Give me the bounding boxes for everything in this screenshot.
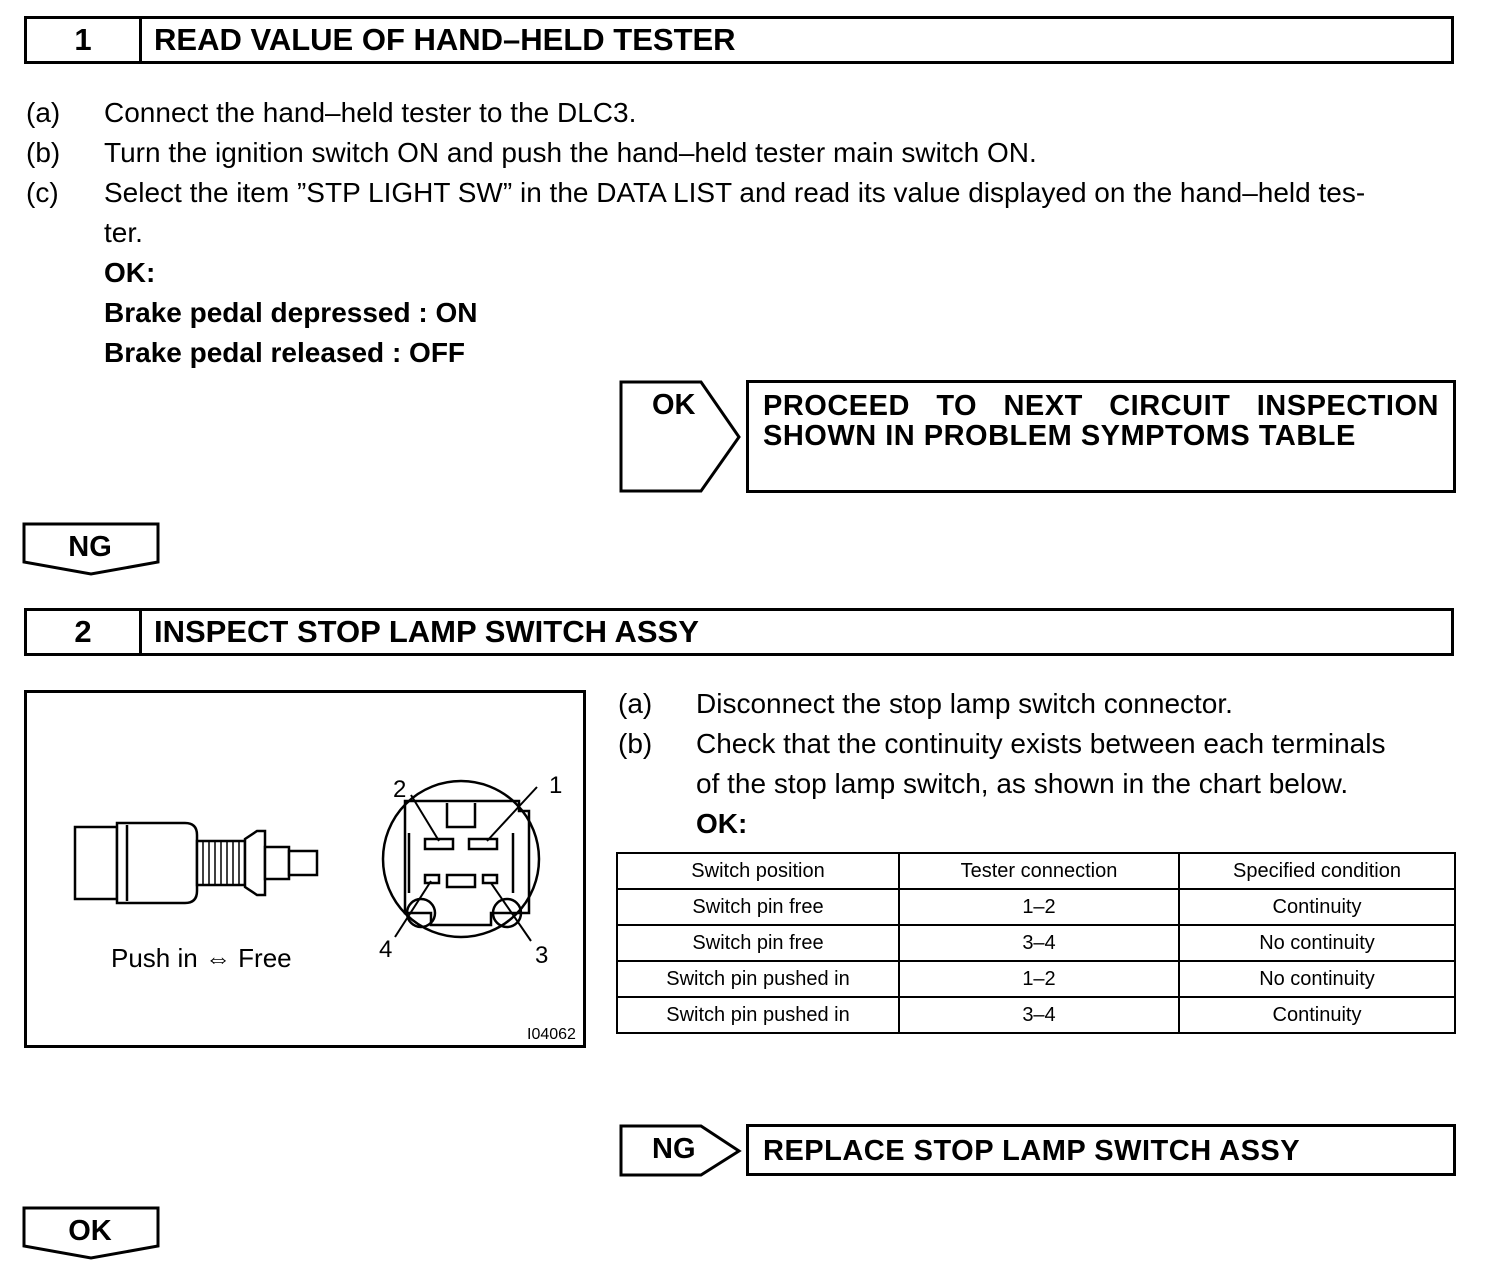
table-cell: 1–2 [899, 961, 1179, 997]
step1-ok-label: OK: [104, 257, 156, 288]
table-row [617, 961, 1455, 997]
ok-arrow-tag-label: OK [652, 389, 696, 421]
ok-result-box [746, 380, 1456, 493]
step1-number: 1 [27, 19, 142, 61]
pin-label-3: 3 [535, 942, 549, 969]
ok-result-line-2: SHOWN IN PROBLEM SYMPTOMS TABLE [763, 420, 1356, 452]
step2-title: INSPECT STOP LAMP SWITCH ASSY [154, 614, 699, 649]
step1-ok-line-1: Brake pedal depressed : ON [104, 297, 478, 328]
pin-label-4: 4 [379, 936, 393, 963]
switch-diagram [27, 693, 583, 1045]
table-cell: Continuity [1179, 997, 1455, 1033]
table-header: Tester connection [899, 853, 1179, 889]
figure-caption: Push in ⇔ Free [111, 943, 292, 973]
step1-header [24, 16, 1454, 64]
step1-title: READ VALUE OF HAND–HELD TESTER [154, 22, 736, 57]
table-cell: 3–4 [899, 997, 1179, 1033]
table-row [617, 925, 1455, 961]
table-row [617, 889, 1455, 925]
pin-label-2: 2 [393, 776, 407, 803]
pin-leader-lines [395, 787, 537, 941]
ng-arrow-tag-label: NG [652, 1133, 696, 1165]
ok-result-word: CIRCUIT [1109, 390, 1231, 422]
ng-result-box: REPLACE STOP LAMP SWITCH ASSY [746, 1124, 1456, 1176]
table-cell: No continuity [1179, 961, 1455, 997]
ng-down-tag-label: NG [68, 531, 112, 563]
step2-header [24, 608, 1454, 656]
ok-result-word: TO [936, 390, 978, 422]
table-cell: Switch pin free [617, 925, 899, 961]
step1-ok-line-2: Brake pedal released : OFF [104, 337, 466, 368]
pin-label-1: 1 [549, 772, 563, 799]
ok-result-line-1 [763, 391, 1439, 421]
table-cell: Switch pin pushed in [617, 961, 899, 997]
table-row [617, 997, 1455, 1033]
table-header-row [617, 853, 1455, 889]
step2-number: 2 [27, 611, 142, 653]
table-cell: 3–4 [899, 925, 1179, 961]
table-cell: 1–2 [899, 889, 1179, 925]
continuity-table [616, 852, 1456, 1034]
ok-down-tag-label: OK [68, 1215, 112, 1247]
step2-ok-label: OK: [696, 808, 748, 839]
table-cell: No continuity [1179, 925, 1455, 961]
table-cell: Continuity [1179, 889, 1455, 925]
figure-id: I04062 [527, 1026, 576, 1043]
ok-result-word: NEXT [1003, 390, 1083, 422]
step2-item-b-cont: of the stop lamp switch, as shown in the chart below. [696, 768, 1349, 799]
ok-result-word: PROCEED [763, 390, 910, 422]
table-header: Switch position [617, 853, 899, 889]
connector-face-icon [383, 781, 539, 937]
table-cell: Switch pin pushed in [617, 997, 899, 1033]
ok-result-word: INSPECTION [1256, 390, 1439, 422]
stop-lamp-switch-icon [75, 823, 317, 903]
table-header: Specified condition [1179, 853, 1455, 889]
step1-item-c-cont: ter. [104, 217, 143, 248]
switch-figure [24, 690, 586, 1048]
table-cell: Switch pin free [617, 889, 899, 925]
